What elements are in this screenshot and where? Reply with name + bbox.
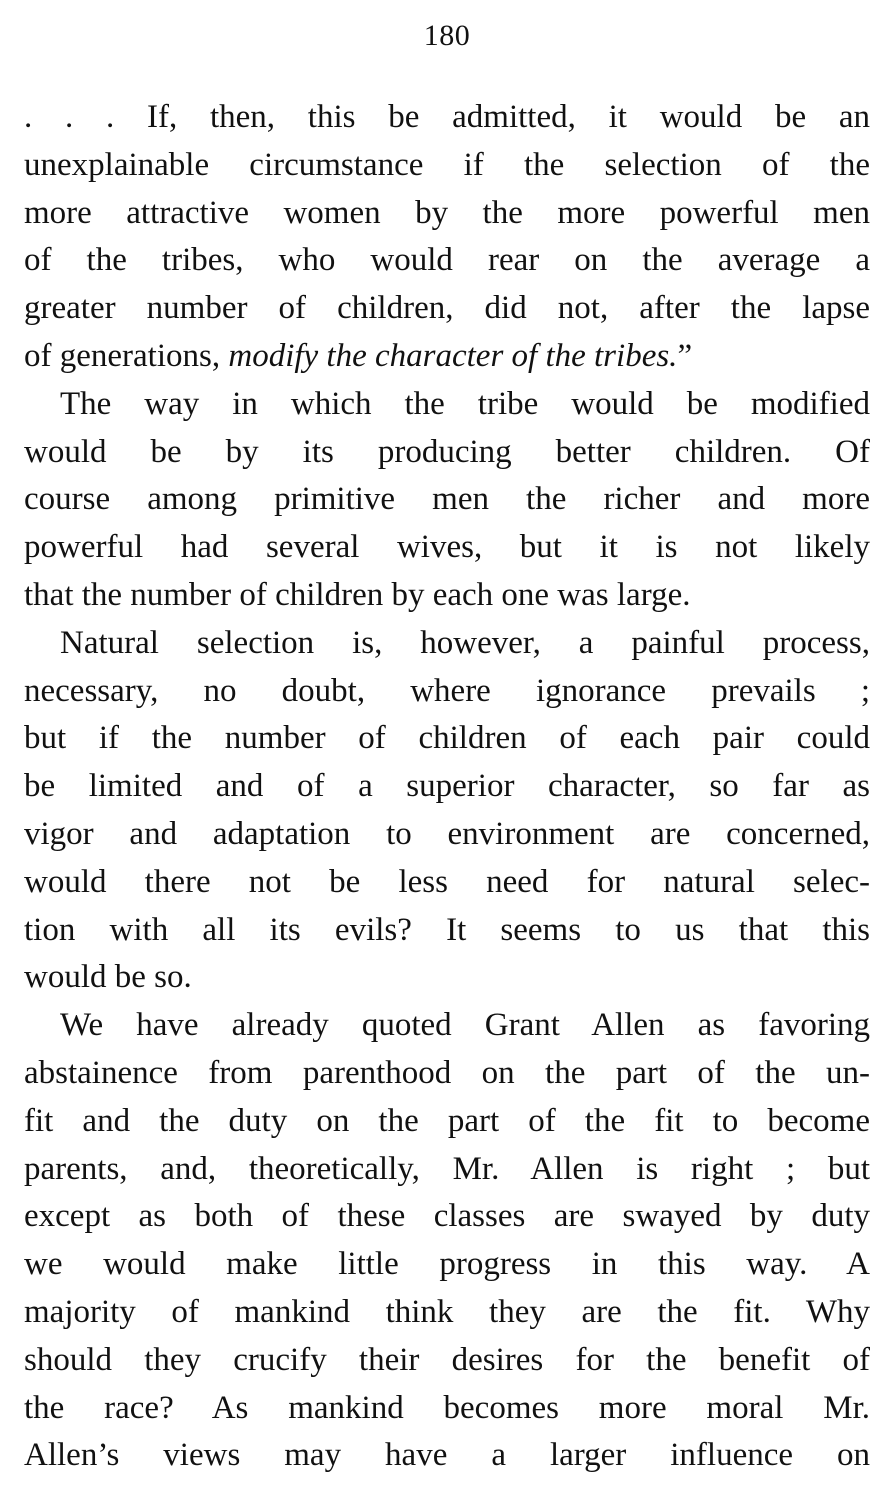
text-line: course among primitive men the richer and more	[24, 481, 870, 518]
text-line: of the tribes, who would rear on the average a	[24, 242, 870, 279]
text-line: abstainence from parenthood on the part of the un-	[24, 1054, 870, 1091]
text-line: be limited and of a superior character, so far as	[24, 768, 870, 805]
text-line: but if the number of children of each pair could	[24, 720, 870, 757]
paragraph	[24, 381, 870, 620]
text-line: The way in which the tribe would be modified	[60, 385, 870, 422]
text-line: unexplainable circumstance if the selection of the	[24, 146, 870, 183]
text-line: Natural selection is, however, a painful process,	[60, 624, 870, 661]
text-line: We have already quoted Grant Allen as favoring	[60, 1007, 870, 1044]
text-line: would there not be less need for natural selec-	[24, 863, 870, 900]
text-line: tion with all its evils? It seems to us that this	[24, 911, 870, 948]
text-line: fit and the duty on the part of the fit to become	[24, 1102, 870, 1139]
text-line: should they crucify their desires for the benefit of	[24, 1341, 870, 1378]
text-line: . . . If, then, this be admitted, it would be an	[24, 99, 870, 135]
text-line: Allen’s views may have a larger influence on	[24, 1437, 870, 1474]
text-line: majority of mankind think they are the fit. Why	[24, 1293, 870, 1330]
text-line: vigor and adaptation to environment are concerned,	[24, 815, 870, 852]
text-segment: of generations,	[24, 337, 229, 374]
text-line: would be by its producing better children. Of	[24, 433, 870, 470]
text-line: necessary, no doubt, where ignorance prevails ;	[24, 672, 870, 709]
text-line: greater number of children, did not, after the lapse	[24, 290, 870, 327]
text-line: except as both of these classes are swayed by duty	[24, 1198, 870, 1235]
italic-phrase: modify the character of the tribes.	[228, 337, 678, 374]
paragraph	[24, 1002, 870, 1480]
text-line: that the number of children by each one was large.	[24, 576, 691, 613]
paragraph	[24, 94, 870, 381]
text-line	[24, 333, 870, 381]
text-line: the race? As mankind becomes more moral Mr.	[24, 1389, 870, 1426]
text-line: powerful had several wives, but it is not likely	[24, 529, 870, 566]
body-text	[24, 94, 870, 1480]
text-line: parents, and, theoretically, Mr. Allen is right ; but	[24, 1150, 870, 1187]
text-line: would be so.	[24, 959, 192, 996]
page-number: 180	[423, 19, 471, 52]
text-segment: ”	[677, 337, 693, 374]
paragraph	[24, 620, 870, 1002]
text-line: we would make little progress in this way. A	[24, 1246, 870, 1283]
text-line: more attractive women by the more powerful men	[24, 194, 870, 231]
